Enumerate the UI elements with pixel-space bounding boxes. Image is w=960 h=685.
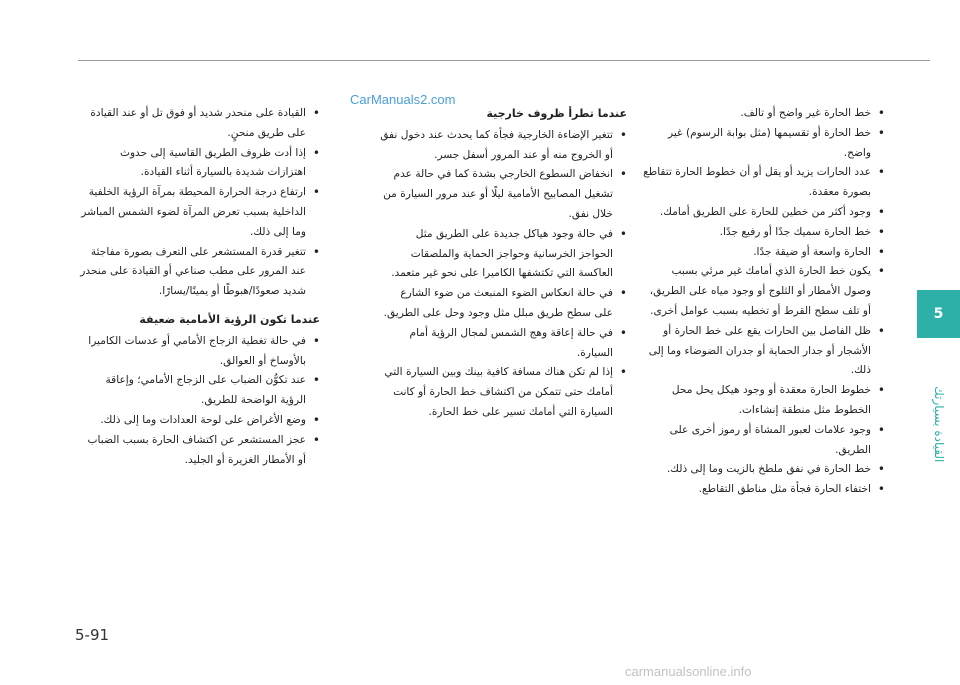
list-item: • يكون خط الحارة الذي أمامك غير مرئي بسبب وصول الأمطار أو الثلوج أو وجود مياه على الطريق، أو تلف سطح القرط أو تخطيه بسبب عوامل أخرى.: [643, 262, 885, 321]
list-item: • في حالة وجود هياكل جديدة على الطريق مثل الحواجز الخرسانية وحواجز الحماية والملصقات العاكسة التي تكتشفها الكاميرا على نحو غير متعمد.: [380, 225, 627, 284]
list-item: • خط الحارة أو تقسيمها (مثل بوابة الرسوم) غير واضح.: [643, 124, 885, 164]
list-item: • خطوط الحارة معقدة أو وجود هيكل يحل محل الخطوط مثل منطقة إنشاءات.: [643, 381, 885, 421]
list-item: • إذا لم تكن هناك مسافة كافية بينك وبين السيارة التي أمامك حتى تتمكن من اكتشاف خط الحارة أو كانت السيارة التي أمامك تسير على خط الحارة.: [380, 363, 627, 422]
chapter-tab: [917, 290, 960, 338]
list-item: • في حالة إعاقة وهج الشمس لمجال الرؤية أمام السيارة.: [380, 324, 627, 364]
watermark-top: CarManuals2.com: [350, 92, 456, 107]
list-item: • ظل الفاصل بين الحارات يقع على خط الحارة أو الأشجار أو جدار الحماية أو جدران الضوضاء وما إلى ذلك.: [643, 322, 885, 381]
page-number: 5-91: [75, 626, 110, 644]
list-item: • في حالة تغطية الزجاج الأمامي أو عدسات الكاميرا بالأوساخ أو العوالق.: [80, 332, 320, 372]
list-item: • عند تكوُّن الضباب على الزجاج الأمامي؛ وإعاقة الرؤية الواضحة للطريق.: [80, 371, 320, 411]
chapter-number: 5: [933, 306, 944, 322]
section-title-poor-visibility: عندما تكون الرؤية الأمامية ضعيفة: [139, 312, 320, 326]
list-item: • القيادة على منحدر شديد أو فوق تل أو عند القيادة على طريق منحنٍ.: [80, 104, 320, 144]
list-item: • عجز المستشعر عن اكتشاف الحارة بسبب الضباب أو الأمطار الغزيرة أو الجليد.: [80, 431, 320, 471]
list-item: • في حالة انعكاس الضوء المنبعث من ضوء الشارع على سطح طريق مبلل مثل وجود وحل على الطريق.: [380, 284, 627, 324]
list-item: • وجود أكثر من خطين للحارة على الطريق أمامك.: [643, 203, 885, 223]
conditions-list-right: [643, 104, 885, 500]
list-item: • خط الحارة سميك جدًا أو رفيع جدًا.: [643, 223, 885, 243]
list-item: • وضع الأغراض على لوحة العدادات وما إلى ذلك.: [80, 411, 320, 431]
list-item: • خط الحارة في نفق ملطخ بالزيت وما إلى ذلك.: [643, 460, 885, 480]
column-left: [80, 104, 320, 470]
column-right: [643, 104, 885, 500]
list-item: • انخفاض السطوع الخارجي بشدة كما في حالة عدم تشغيل المصابيح الأمامية ليلًا أو عند مرور السيارة من خلال نفق.: [380, 165, 627, 224]
conditions-list-left-top: [80, 104, 320, 302]
watermark-bottom: carmanualsonline.info: [625, 664, 752, 679]
list-item: • تتغير الإضاءة الخارجية فجأة كما يحدث عند دخول نفق أو الخروج منه أو عند المرور أسفل جسر.: [380, 126, 627, 166]
conditions-list-left-bottom: [80, 332, 320, 471]
list-item: • اختفاء الحارة فجأة مثل مناطق التقاطع.: [643, 480, 885, 500]
list-item: • الحارة واسعة أو ضيقة جدًا.: [643, 243, 885, 263]
header-rule: [78, 60, 930, 61]
chapter-label: القيادة بسيارتك: [932, 385, 946, 462]
list-item: • عدد الحارات يزيد أو يقل أو أن خطوط الحارة تتقاطع بصورة معقدة.: [643, 163, 885, 203]
list-item: • خط الحارة غير واضح أو تالف.: [643, 104, 885, 124]
section-title-external-conditions: عندما تطرأ ظروف خارجية: [486, 107, 627, 120]
conditions-list-middle: [380, 126, 627, 423]
list-item: • ارتفاع درجة الحرارة المحيطة بمرآة الرؤية الخلفية الداخلية بسبب تعرض المرآة لضوء الشمس المباشر وما إلى ذلك.: [80, 183, 320, 242]
list-item: • وجود علامات لعبور المشاة أو رموز أخرى على الطريق.: [643, 421, 885, 461]
list-item: • تتغير قدرة المستشعر على التعرف بصورة مفاجئة عند المرور على مطب صناعي أو القيادة على منحدر شديد صعودًا/هبوطًا أو يمينًا/يسارًا.: [80, 243, 320, 302]
list-item: • إذا أدت ظروف الطريق القاسية إلى حدوث اهتزازات شديدة بالسيارة أثناء القيادة.: [80, 144, 320, 184]
column-middle: [380, 104, 627, 423]
